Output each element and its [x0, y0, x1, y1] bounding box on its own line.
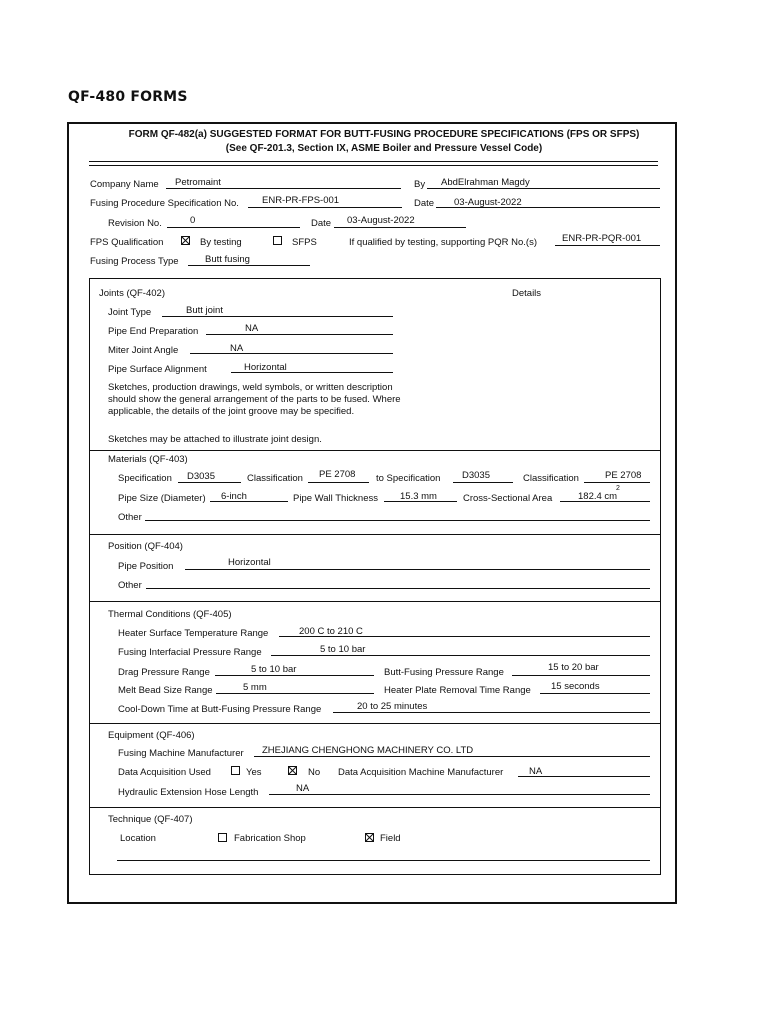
revision-field[interactable] — [167, 227, 300, 228]
materials-other-label: Other — [118, 512, 142, 523]
section-divider — [89, 450, 661, 451]
joints-section-title: Joints (QF-402) — [99, 288, 165, 299]
joints-note: should show the general arrangement of the parts to be fused. Where — [108, 394, 401, 405]
pipe-size-label: Pipe Size (Diameter) — [118, 493, 206, 504]
joints-note: applicable, the details of the joint groove may be specified. — [108, 406, 355, 417]
butt-pressure-field[interactable] — [512, 675, 650, 676]
classification-field[interactable] — [308, 482, 369, 483]
alignment-value: Horizontal — [244, 362, 287, 373]
pipe-position-field[interactable] — [185, 569, 650, 570]
cooldown-label: Cool-Down Time at Butt-Fusing Pressure Range — [118, 704, 322, 715]
revision-value: 0 — [190, 215, 196, 226]
end-prep-label: Pipe End Preparation — [108, 326, 199, 337]
section-divider — [89, 723, 661, 724]
interfacial-pressure-label: Fusing Interfacial Pressure Range — [118, 647, 262, 658]
drag-pressure-label: Drag Pressure Range — [118, 667, 210, 678]
cross-section-value — [578, 491, 617, 502]
process-type-field[interactable] — [188, 265, 310, 266]
bead-size-label: Melt Bead Size Range — [118, 685, 213, 696]
end-prep-value: NA — [245, 323, 259, 334]
fps-number-value: ENR-PR-FPS-001 — [262, 195, 340, 206]
hose-length-value: NA — [296, 783, 310, 794]
daq-manufacturer-label: Data Acquisition Machine Manufacturer — [338, 767, 504, 778]
company-name-field[interactable] — [166, 188, 401, 189]
location-notes-field[interactable] — [117, 860, 650, 861]
revision-label: Revision No. — [108, 218, 162, 229]
fabrication-shop-checkbox[interactable] — [218, 833, 227, 842]
field-checkbox[interactable] — [365, 833, 374, 842]
hose-length-label: Hydraulic Extension Hose Length — [118, 787, 259, 798]
field-label: Field — [380, 833, 401, 844]
butt-pressure-label: Butt-Fusing Pressure Range — [384, 667, 504, 678]
to-spec-value: D3035 — [462, 470, 490, 481]
classification-label: Classification — [247, 473, 303, 484]
fps-number-label: Fusing Procedure Specification No. — [90, 198, 239, 209]
fps-qualification-label: FPS Qualification — [90, 237, 164, 248]
section-divider — [89, 807, 661, 808]
daq-no-label: No — [308, 767, 321, 778]
process-type-label: Fusing Process Type — [90, 256, 179, 267]
bead-size-value: 5 mm — [243, 682, 267, 693]
miter-angle-label: Miter Joint Angle — [108, 345, 179, 356]
by-testing-label: By testing — [200, 237, 242, 248]
checkmark-x-icon — [182, 237, 189, 244]
plate-removal-field[interactable] — [540, 693, 650, 694]
by-value: AbdElrahman Magdy — [441, 177, 530, 188]
joint-type-value: Butt joint — [186, 305, 223, 316]
interfacial-pressure-value: 5 to 10 bar — [320, 644, 366, 655]
details-label: Details — [512, 288, 542, 299]
machine-manufacturer-value: ZHEJIANG CHENGHONG MACHINERY CO. LTD — [262, 745, 474, 756]
header-divider — [89, 161, 658, 166]
by-testing-checkbox[interactable] — [181, 236, 190, 245]
cooldown-value: 20 to 25 minutes — [357, 701, 428, 712]
joints-note: Sketches, production drawings, weld symbols, or written description — [108, 382, 393, 393]
interfacial-pressure-field[interactable] — [271, 655, 650, 656]
pipe-position-value: Horizontal — [228, 557, 271, 568]
position-section-title: Position (QF-404) — [108, 541, 183, 552]
alignment-label: Pipe Surface Alignment — [108, 364, 207, 375]
miter-angle-field[interactable] — [190, 353, 393, 354]
pqr-value: ENR-PR-PQR-001 — [562, 233, 642, 244]
by-field[interactable] — [427, 188, 660, 189]
spec-value: D3035 — [187, 471, 215, 482]
wall-thickness-label: Pipe Wall Thickness — [293, 493, 379, 504]
process-type-value: Butt fusing — [205, 254, 250, 265]
section-divider — [89, 601, 661, 602]
cross-section-number: 182.4 cm — [578, 491, 618, 502]
drag-pressure-field[interactable] — [215, 675, 374, 676]
form-subtitle: (See QF-201.3, Section IX, ASME Boiler and Pressure Vessel Code) — [225, 143, 543, 154]
date-value: 03-August-2022 — [454, 197, 522, 208]
pipe-position-label: Pipe Position — [118, 561, 174, 572]
page-title: QF-480 FORMS — [68, 89, 188, 105]
position-other-field[interactable] — [146, 588, 650, 589]
company-name-label: Company Name — [90, 179, 159, 190]
hose-length-field[interactable] — [269, 794, 650, 795]
heater-temp-value: 200 C to 210 C — [299, 626, 363, 637]
pqr-field[interactable] — [555, 245, 660, 246]
daq-no-checkbox[interactable] — [288, 766, 297, 775]
fps-number-field[interactable] — [248, 207, 402, 208]
plate-removal-value: 15 seconds — [551, 681, 600, 692]
pqr-label: If qualified by testing, supporting PQR No.(s) — [349, 237, 537, 248]
machine-manufacturer-field[interactable] — [254, 756, 650, 757]
classification-2-value: PE 2708 — [605, 470, 642, 481]
daq-yes-checkbox[interactable] — [231, 766, 240, 775]
to-spec-field[interactable] — [453, 482, 513, 483]
bead-size-field[interactable] — [216, 693, 374, 694]
sfps-label: SFPS — [292, 237, 317, 248]
cross-section-label: Cross-Sectional Area — [463, 493, 553, 504]
miter-angle-value: NA — [230, 343, 244, 354]
daq-yes-label: Yes — [246, 767, 262, 778]
drag-pressure-value: 5 to 10 bar — [251, 664, 297, 675]
cooldown-field[interactable] — [333, 712, 650, 713]
revision-date-label: Date — [311, 218, 332, 229]
checkmark-x-icon — [366, 834, 373, 841]
date-label: Date — [414, 198, 435, 209]
by-label: By — [414, 179, 426, 190]
position-other-label: Other — [118, 580, 142, 591]
joint-type-label: Joint Type — [108, 307, 152, 318]
daq-manufacturer-value: NA — [529, 766, 543, 777]
machine-manufacturer-label: Fusing Machine Manufacturer — [118, 748, 244, 759]
end-prep-field[interactable] — [206, 334, 393, 335]
technique-section-title: Technique (QF-407) — [108, 814, 193, 825]
cross-section-superscript: 2 — [616, 485, 620, 492]
classification-2-label: Classification — [523, 473, 579, 484]
equipment-section-title: Equipment (QF-406) — [108, 730, 195, 741]
plate-removal-label: Heater Plate Removal Time Range — [384, 685, 531, 696]
company-name-value: Petromaint — [175, 177, 221, 188]
pipe-size-value: 6-inch — [221, 491, 247, 502]
revision-date-value: 03-August-2022 — [347, 215, 415, 226]
sfps-checkbox[interactable] — [273, 236, 282, 245]
materials-other-field[interactable] — [145, 520, 650, 521]
fabrication-shop-label: Fabrication Shop — [234, 833, 306, 844]
materials-section-title: Materials (QF-403) — [108, 454, 188, 465]
section-divider — [89, 534, 661, 535]
location-label: Location — [120, 833, 156, 844]
thermal-section-title: Thermal Conditions (QF-405) — [108, 609, 232, 620]
checkmark-x-icon — [289, 767, 296, 774]
to-spec-label: to Specification — [376, 473, 441, 484]
spec-field[interactable] — [178, 482, 241, 483]
joints-note: Sketches may be attached to illustrate joint design. — [108, 434, 322, 445]
form-title: FORM QF-482(a) SUGGESTED FORMAT FOR BUTT-FUSING PROCEDURE SPECIFICATIONS (FPS OR SFPS) — [128, 129, 640, 140]
classification-value: PE 2708 — [319, 469, 356, 480]
revision-date-field[interactable] — [334, 227, 466, 228]
spec-label: Specification — [118, 473, 172, 484]
data-acquisition-label: Data Acquisition Used — [118, 767, 211, 778]
joint-type-field[interactable] — [162, 316, 393, 317]
wall-thickness-value: 15.3 mm — [400, 491, 437, 502]
heater-temp-label: Heater Surface Temperature Range — [118, 628, 269, 639]
butt-pressure-value: 15 to 20 bar — [548, 662, 599, 673]
